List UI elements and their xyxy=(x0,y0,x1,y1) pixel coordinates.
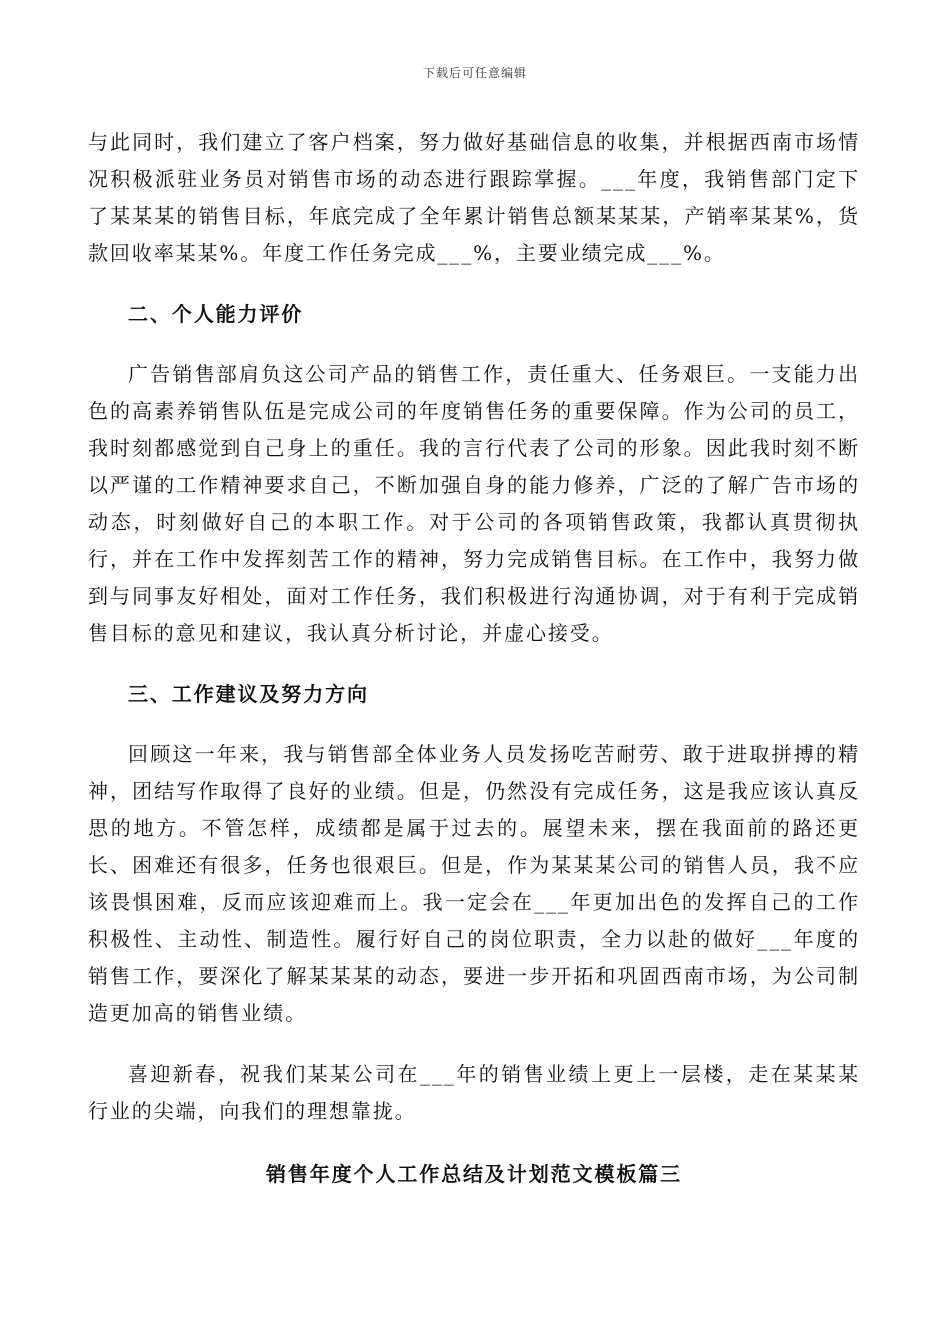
paragraph-customer-archive: 与此同时，我们建立了客户档案，努力做好基础信息的收集，并根据西南市场情况积极派驻业务员对销售市场的动态进行跟踪掌握。___年度，我销售部门定下了某某某的销售目标，年底完成了全年累计销售总额某某某，产销率某某%，货款回收率某某%。年度工作任务完成___%，主要业绩完成___%。 xyxy=(88,130,860,265)
section-heading-suggestions: 三、工作建议及努力方向 xyxy=(128,682,369,706)
section-heading-personal-ability: 二、个人能力评价 xyxy=(128,302,304,326)
document-title: 销售年度个人工作总结及计划范文模板篇三 xyxy=(265,1162,683,1186)
paragraph-new-year-wish: 喜迎新春，祝我们某某公司在___年的销售业绩上更上一层楼，走在某某某行业的尖端，向我们的理想靠拢。 xyxy=(88,1062,860,1123)
document-body xyxy=(88,124,860,1193)
paragraph-review: 回顾这一年来，我与销售部全体业务人员发扬吃苦耐劳、敢于进取拼搏的精神，团结写作取得了良好的业绩。但是，仍然没有完成任务，这是我应该认真反思的地方。不管怎样，成绩都是属于过去的。展望未来，摆在我面前的路还更长、困难还有很多，任务也很艰巨。但是，作为某某某公司的销售人员，我不应该畏惧困难，反而应该迎难而上。我一定会在___年更加出色的发挥自己的工作积极性、主动性、制造性。履行好自己的岗位职责，全力以赴的做好___年度的销售工作，要深化了解某某某的动态，要进一步开拓和巩固西南市场，为公司制造更加高的销售业绩。 xyxy=(88,742,860,1025)
page-header: 下载后可任意编辑 xyxy=(422,66,527,80)
paragraph-personal-ability: 广告销售部肩负这公司产品的销售工作，责任重大、任务艰巨。一支能力出色的高素养销售队伍是完成公司的年度销售任务的重要保障。作为公司的员工，我时刻都感觉到自己身上的重任。我的言行代表了公司的形象。因此我时刻不断以严谨的工作精神要求自己，不断加强自身的能力修养，广泛的了解广告市场的动态，时刻做好自己的本职工作。对于公司的各项销售政策，我都认真贯彻执行，并在工作中发挥刻苦工作的精神，努力完成销售目标。在工作中，我努力做到与同事友好相处，面对工作任务，我们积极进行沟通协调，对于有利于完成销售目标的意见和建议，我认真分析讨论，并虚心接受。 xyxy=(88,362,860,645)
